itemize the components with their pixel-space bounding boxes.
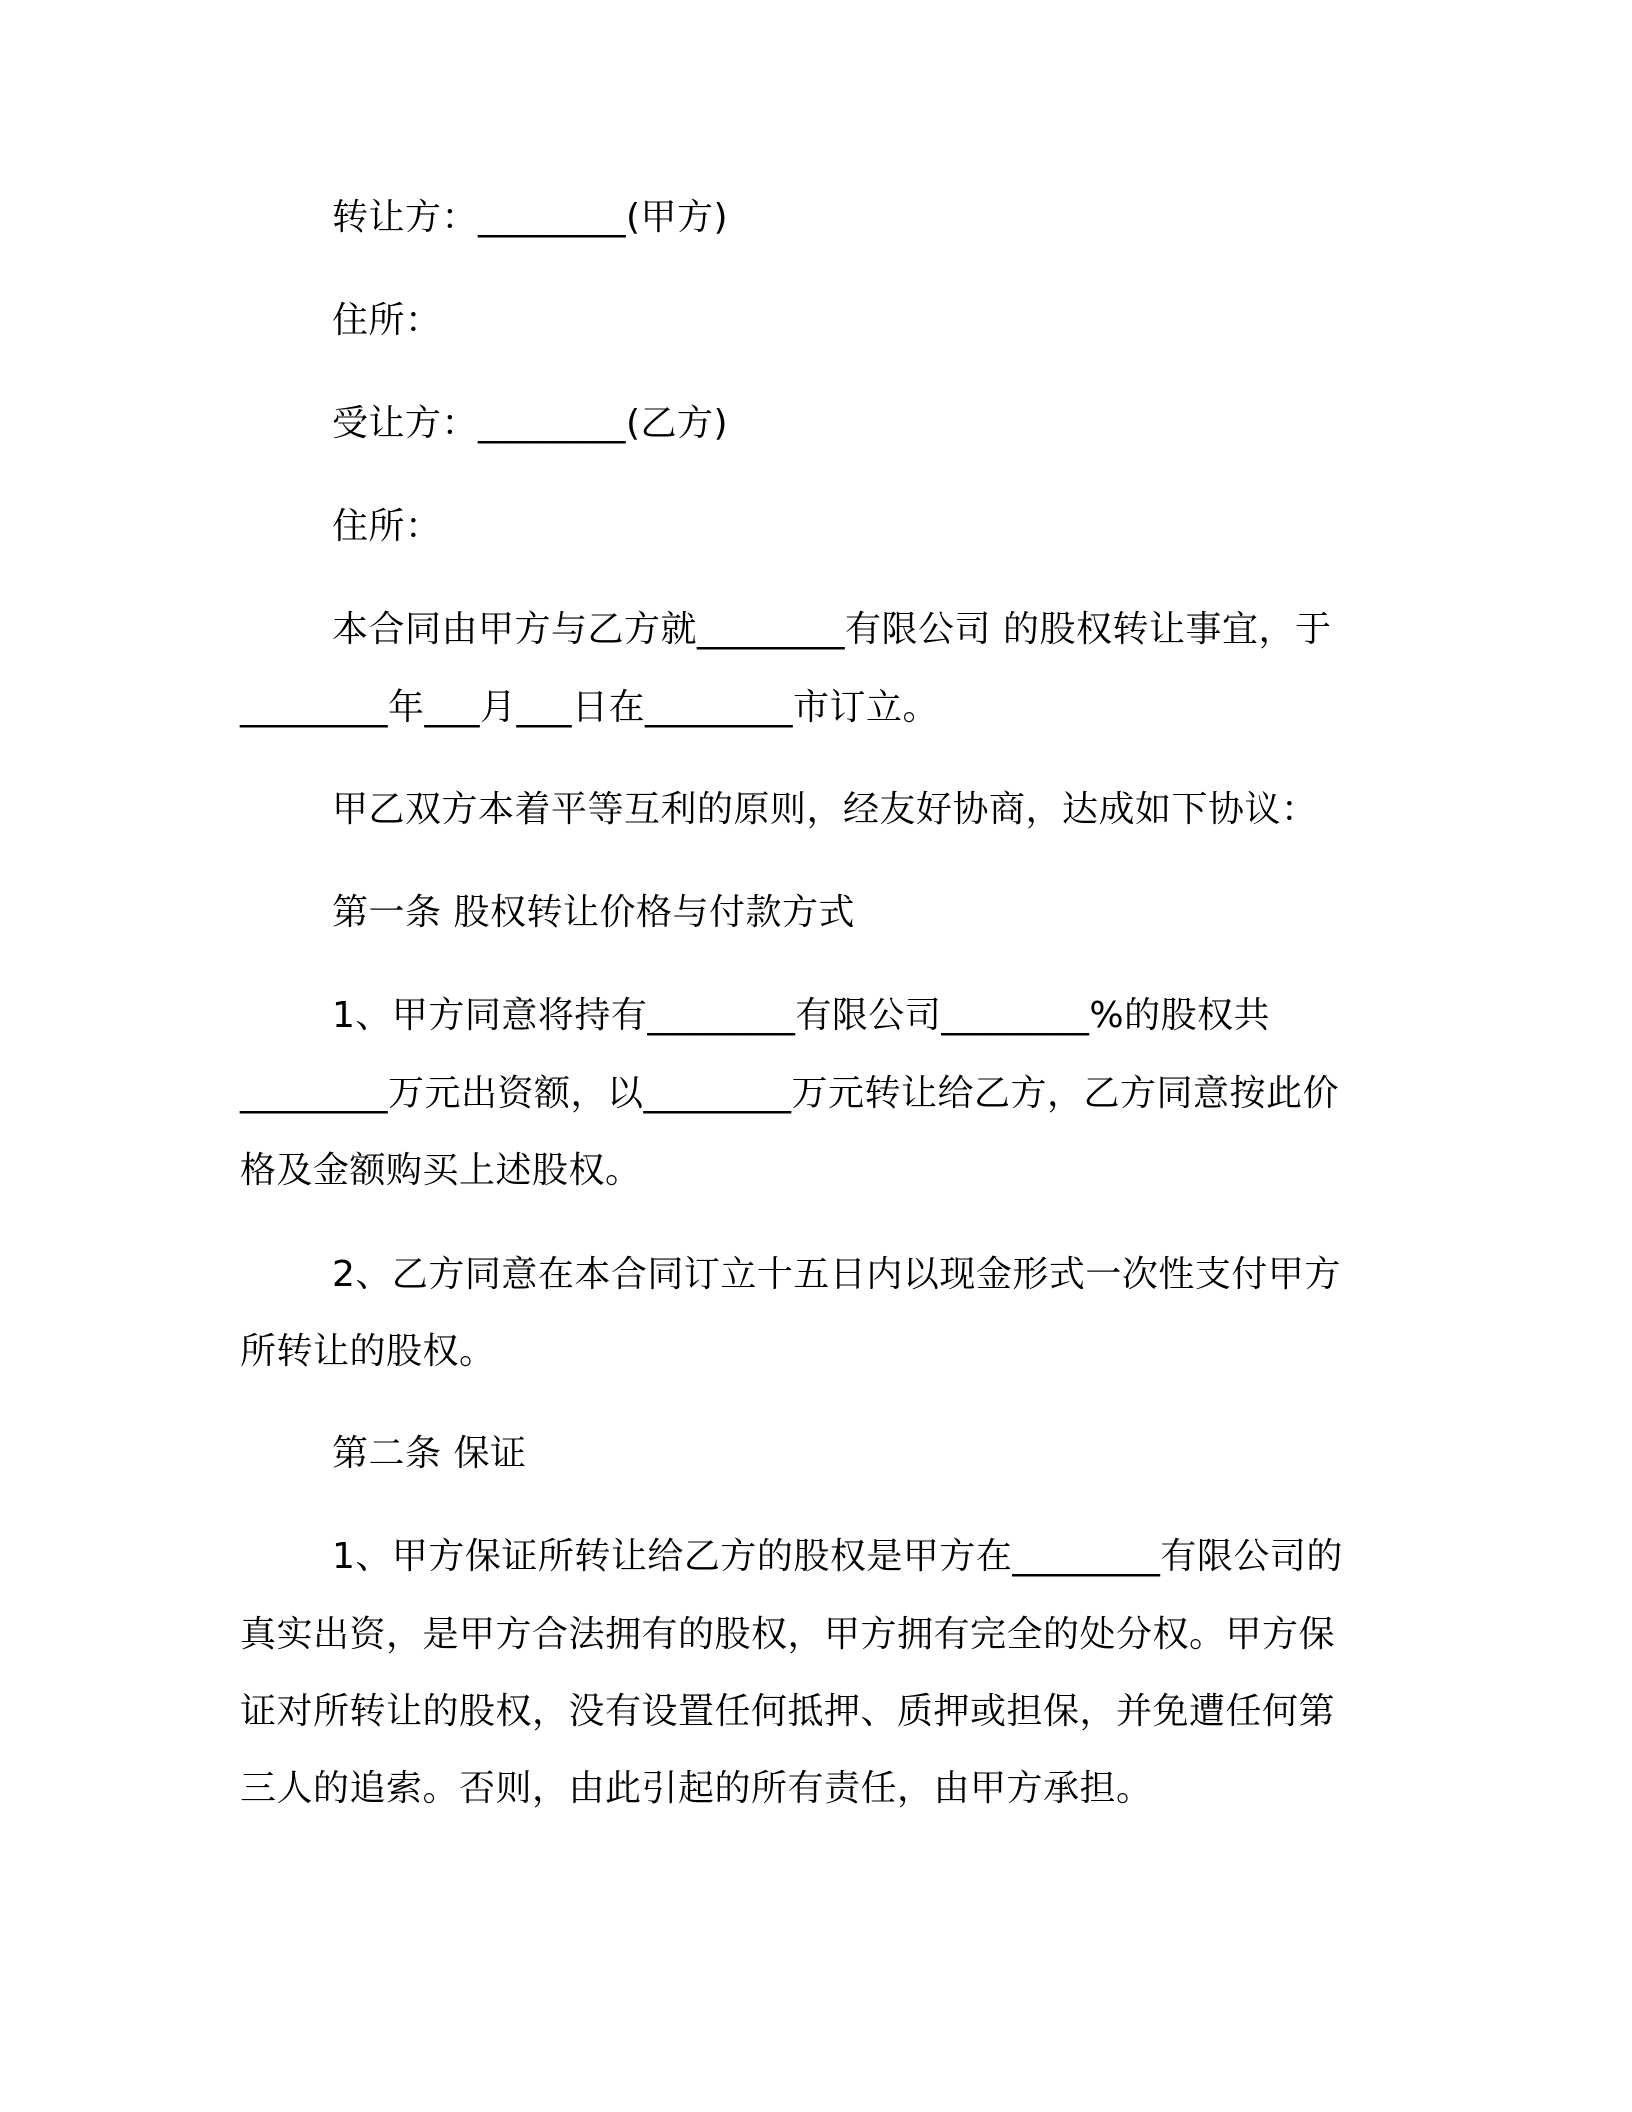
article-2-clause-1-line-1: 1、甲方保证所转让给乙方的股权是甲方在________有限公司的 xyxy=(332,1536,1343,1577)
article-1-title: 第一条 股权转让价格与付款方式 xyxy=(332,892,855,933)
transferee-address: 住所： xyxy=(332,506,442,547)
preamble-line-2: ________年___月___日在________市订立。 xyxy=(240,687,940,728)
article-1-clause-1-line-1: 1、甲方同意将持有________有限公司________%的股权共 xyxy=(332,995,1271,1036)
article-2-clause-1-line-4: 三人的追索。否则，由此引起的所有责任，由甲方承担。 xyxy=(240,1768,1153,1809)
transferee-line: 受让方：________(乙方) xyxy=(332,403,729,444)
article-1-clause-2-line-2: 所转让的股权。 xyxy=(240,1331,496,1372)
preamble-line-1: 本合同由甲方与乙方就________有限公司 的股权转让事宜，于 xyxy=(332,609,1332,650)
article-1-clause-1-line-3: 格及金额购买上述股权。 xyxy=(240,1150,642,1191)
intro-paragraph: 甲乙双方本着平等互利的原则，经友好协商，达成如下协议： xyxy=(332,789,1318,830)
article-1-clause-2-line-1: 2、乙方同意在本合同订立十五日内以现金形式一次性支付甲方 xyxy=(332,1254,1341,1295)
transferor-line: 转让方：________(甲方) xyxy=(332,197,729,238)
article-1-clause-1-line-2: ________万元出资额，以________万元转让给乙方，乙方同意按此价 xyxy=(240,1073,1340,1114)
article-2-clause-1-line-2: 真实出资，是甲方合法拥有的股权，甲方拥有完全的处分权。甲方保 xyxy=(240,1614,1336,1655)
article-2-clause-1-line-3: 证对所转让的股权，没有设置任何抵押、质押或担保，并免遭任何第 xyxy=(240,1691,1336,1732)
transferor-address: 住所： xyxy=(332,300,442,341)
article-2-title: 第二条 保证 xyxy=(332,1433,527,1474)
